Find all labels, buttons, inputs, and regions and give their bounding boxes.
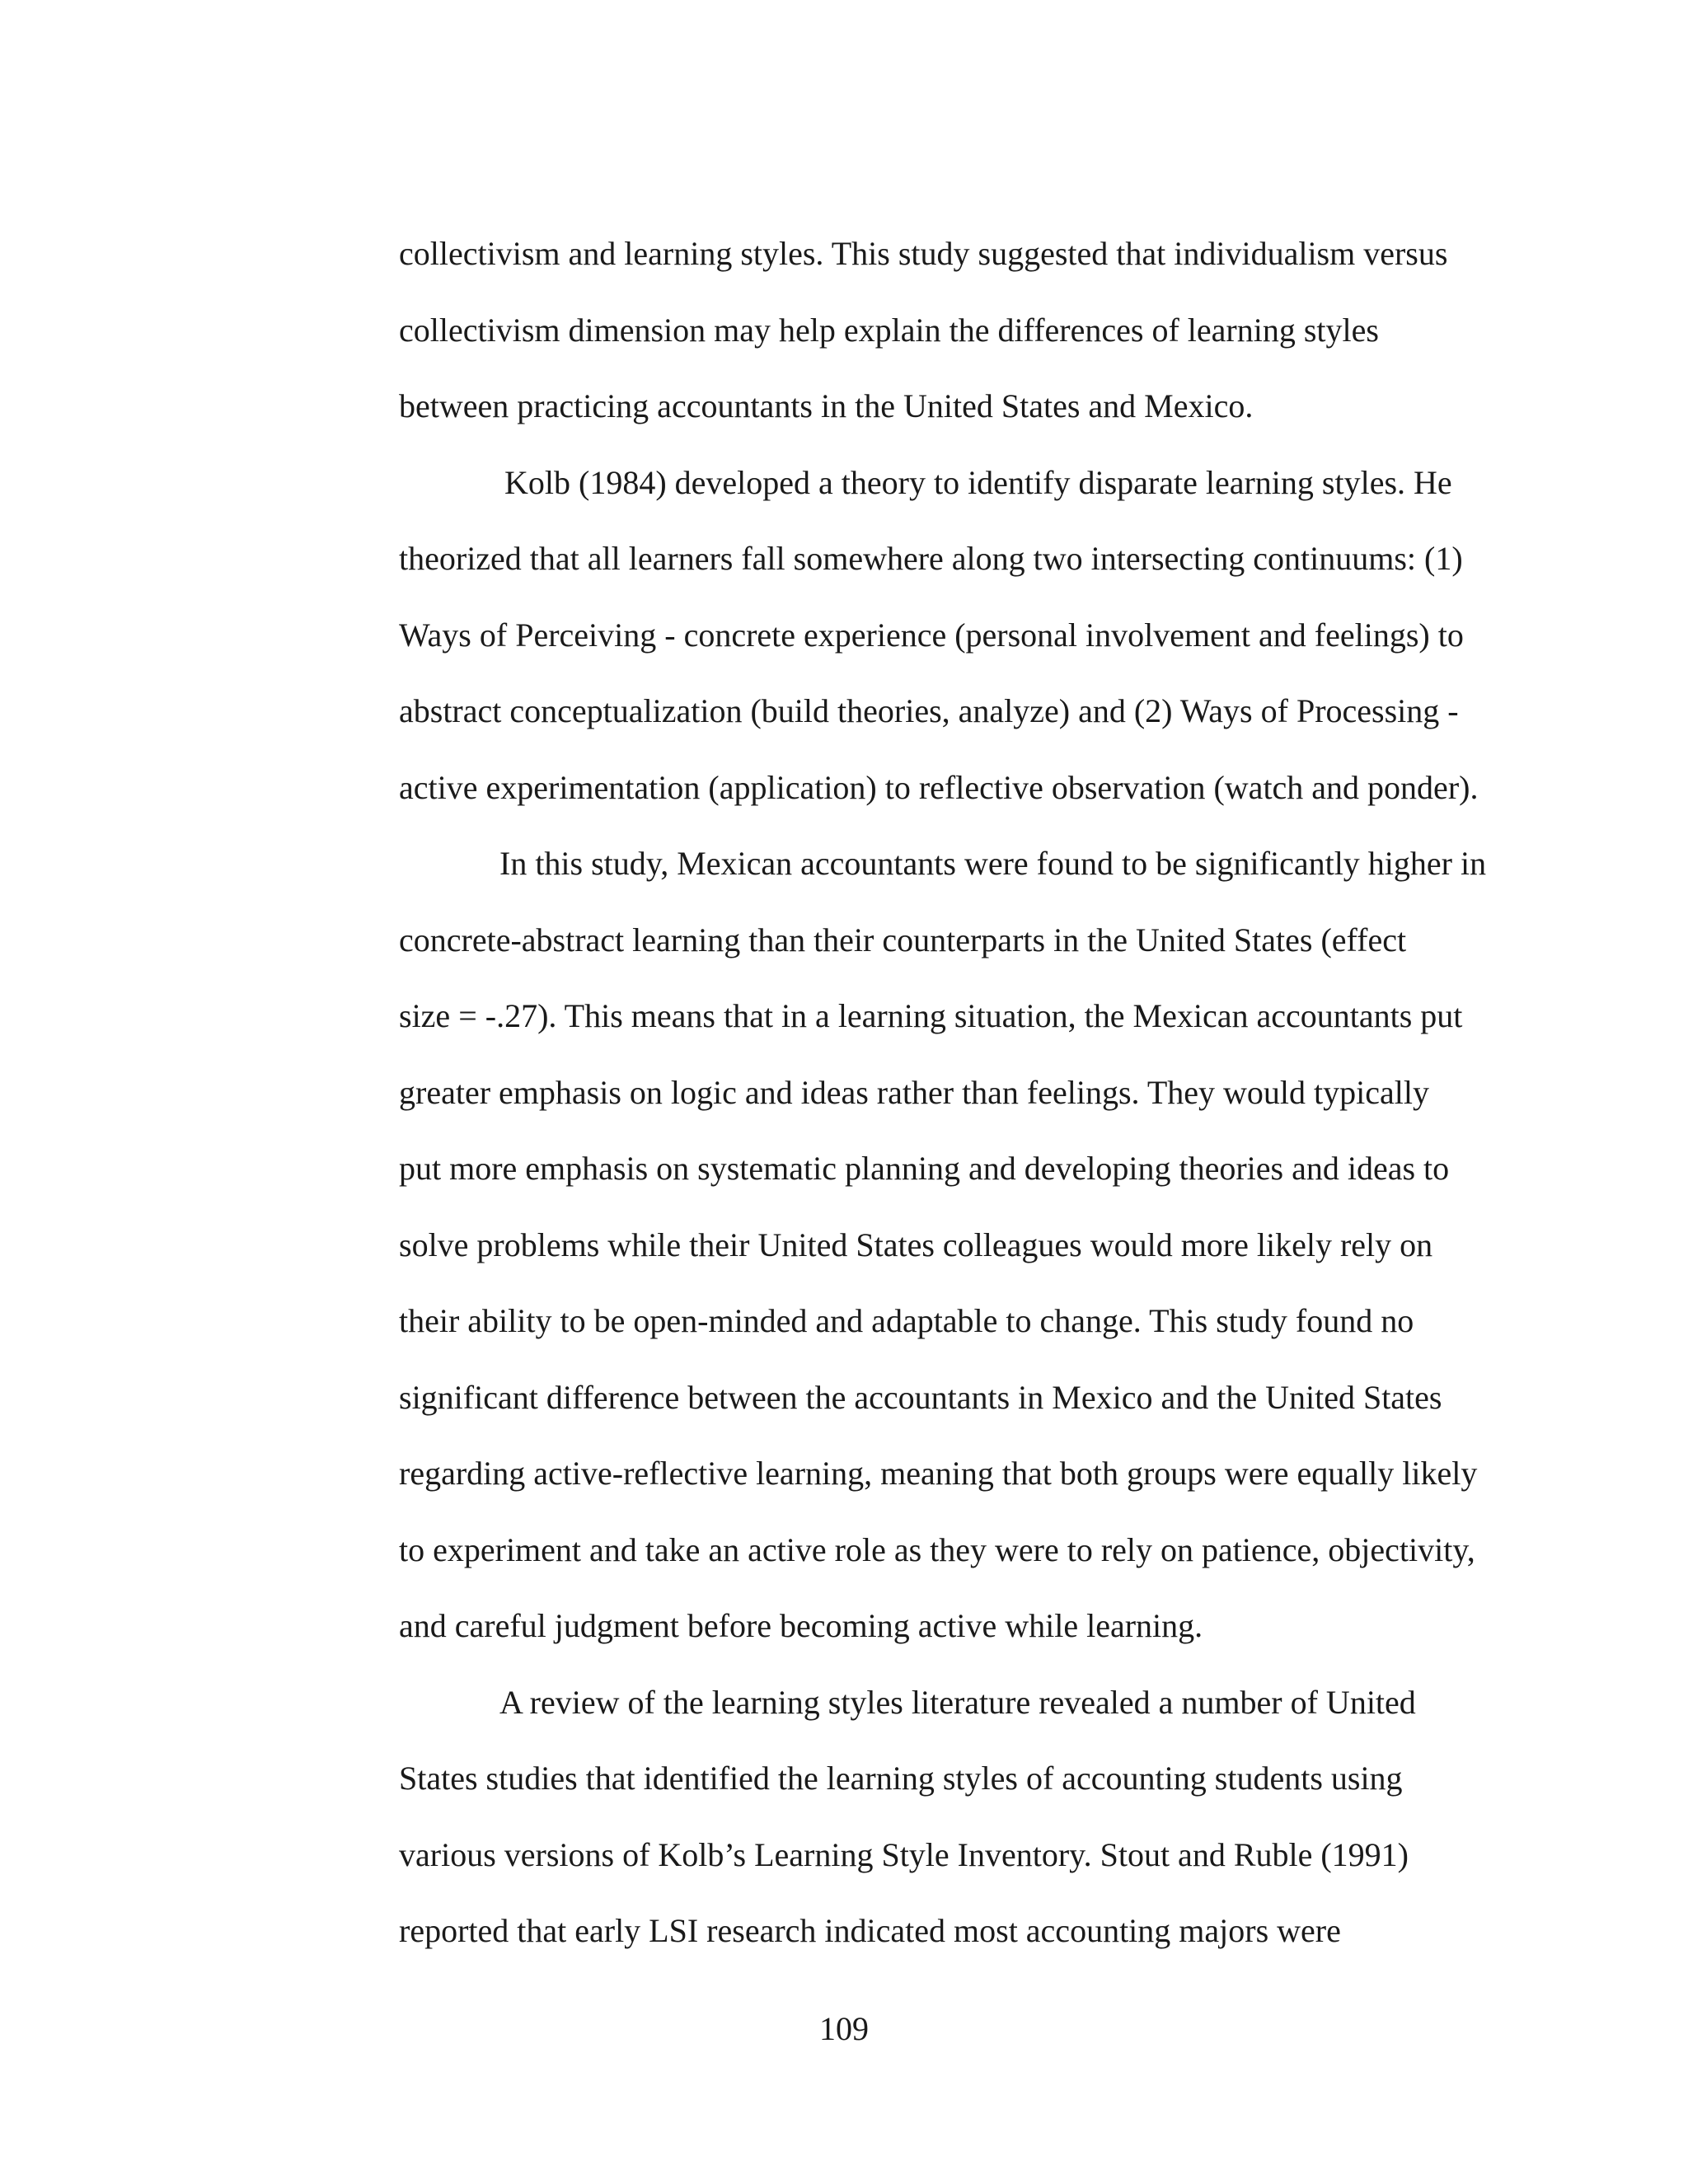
text-line: concrete-abstract learning than their counterparts in the United States (effect — [399, 921, 1407, 958]
text-line: regarding active-reflective learning, meaning that both groups were equally likely — [399, 1455, 1478, 1492]
text-line: reported that early LSI research indicated most accounting majors were — [399, 1912, 1341, 1949]
text-line: active experimentation (application) to reflective observation (watch and ponder). — [399, 768, 1479, 806]
text-line: collectivism and learning styles. This study suggested that individualism versus — [399, 235, 1448, 272]
text-line: solve problems while their United States colleagues would more likely rely on — [399, 1226, 1433, 1263]
text-line: put more emphasis on systematic planning and developing theories and ideas to — [399, 1150, 1450, 1187]
body-text — [399, 216, 1495, 1970]
text-line: and careful judgment before becoming active while learning. — [399, 1607, 1203, 1644]
text-line: collectivism dimension may help explain the differences of learning styles — [399, 311, 1379, 349]
text-line: Ways of Perceiving - concrete experience (personal involvement and feelings) to — [399, 616, 1464, 654]
text-line: theorized that all learners fall somewhere along two intersecting continuums: (1) — [399, 540, 1463, 577]
text-line: greater emphasis on logic and ideas rather than feelings. They would typically — [399, 1073, 1429, 1111]
text-line: States studies that identified the learning styles of accounting students using — [399, 1760, 1403, 1797]
paragraph-start-line: A review of the learning styles literature revealed a number of United — [499, 1683, 1416, 1721]
text-line: various versions of Kolb’s Learning Style Inventory. Stout and Ruble (1991) — [399, 1835, 1409, 1873]
text-line: abstract conceptualization (build theories, analyze) and (2) Ways of Processing - — [399, 692, 1459, 729]
paragraph-start-line: In this study, Mexican accountants were found to be significantly higher in — [499, 845, 1487, 882]
paragraph-start-line: Kolb (1984) developed a theory to identify disparate learning styles. He — [504, 463, 1452, 501]
text-line: to experiment and take an active role as they were to rely on patience, objectivity, — [399, 1530, 1475, 1568]
page-number: 109 — [819, 2010, 869, 2047]
text-line: their ability to be open-minded and adaptable to change. This study found no — [399, 1302, 1414, 1339]
text-line: significant difference between the accountants in Mexico and the United States — [399, 1378, 1442, 1416]
text-line: between practicing accountants in the United States and Mexico. — [399, 387, 1254, 424]
text-line: size = -.27). This means that in a learning situation, the Mexican accountants put — [399, 997, 1463, 1034]
